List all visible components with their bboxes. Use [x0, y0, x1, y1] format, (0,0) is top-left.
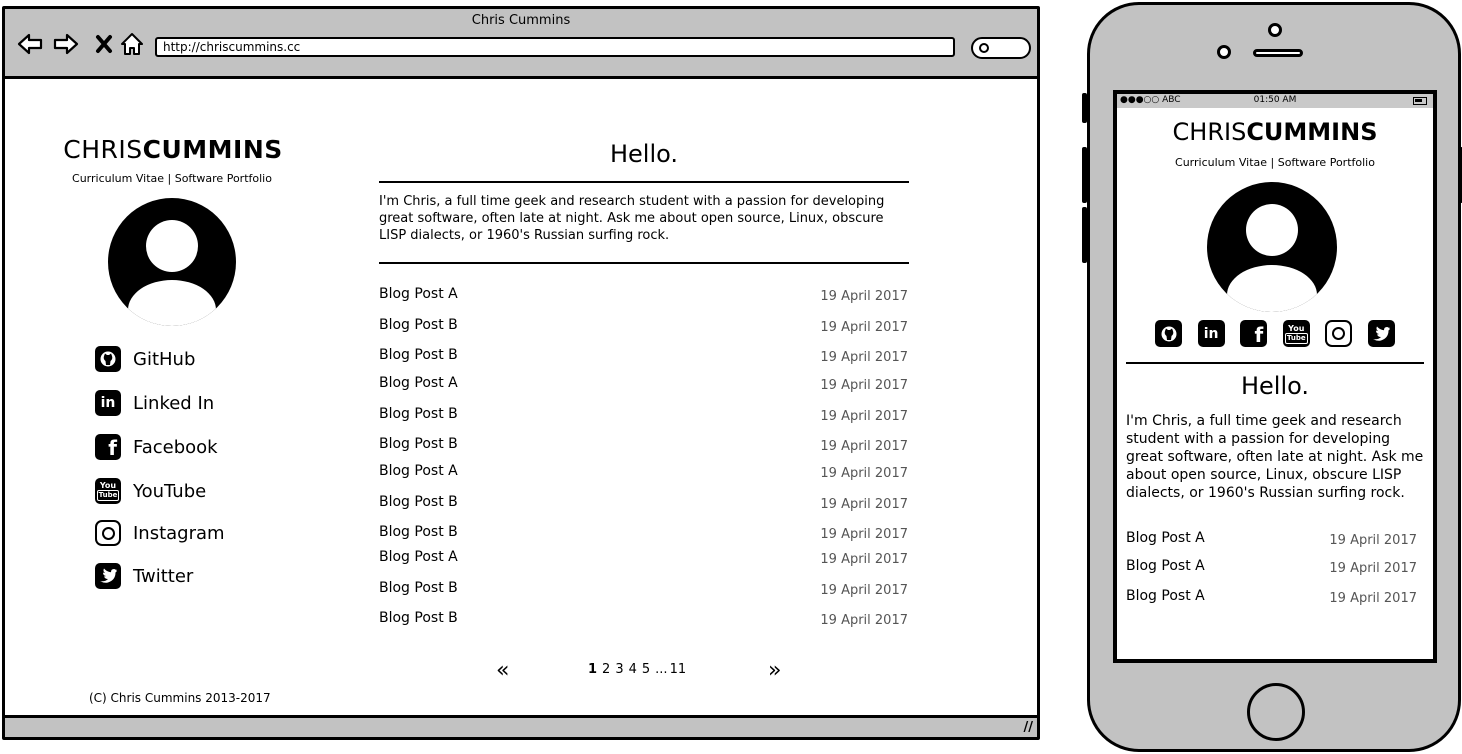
blog-post-date: 19 April 2017: [1329, 591, 1417, 606]
back-icon[interactable]: [17, 31, 43, 57]
intro-text: I'm Chris, a full time geek and research student with a passion for developing great software, often late at night. Ask me about open source, Linux, obscure LISP dialects, or 1960's Russian surfing rock.: [1126, 413, 1424, 501]
blog-post-date: 19 April 2017: [820, 409, 908, 424]
blog-post-date: 19 April 2017: [820, 613, 908, 628]
social-label: Twitter: [133, 565, 194, 587]
blog-post-link[interactable]: Blog Post B: [379, 347, 458, 363]
social-link-linkedin[interactable]: [95, 389, 214, 417]
site-logo[interactable]: CHRISCUMMINS: [1172, 118, 1378, 146]
divider: [379, 262, 909, 264]
site-logo[interactable]: CHRISCUMMINS: [63, 135, 283, 164]
blog-post-date: 19 April 2017: [820, 527, 908, 542]
blog-post-date: 19 April 2017: [820, 466, 908, 481]
status-time: 01:50 AM: [1253, 95, 1297, 105]
social-icons-row: [1155, 320, 1395, 347]
youtube-icon[interactable]: You Tube: [1283, 320, 1310, 347]
footer-copyright: (C) Chris Cummins 2013-2017: [89, 691, 271, 705]
blog-post-link[interactable]: Blog Post B: [379, 580, 458, 596]
blog-post-link[interactable]: Blog Post A: [1126, 558, 1205, 574]
stop-icon[interactable]: [91, 31, 117, 57]
forward-icon[interactable]: [53, 31, 79, 57]
home-button[interactable]: [1247, 683, 1305, 741]
pagination-next-button[interactable]: »: [768, 658, 782, 683]
pagination-pages: [588, 662, 691, 677]
blog-post-link[interactable]: Blog Post A: [1126, 588, 1205, 604]
facebook-icon[interactable]: f: [1240, 320, 1267, 347]
blog-post-date: 19 April 2017: [820, 439, 908, 454]
blog-post-date: 19 April 2017: [820, 497, 908, 512]
battery-icon: [1413, 97, 1427, 105]
blog-post-date: 19 April 2017: [820, 350, 908, 365]
blog-post-link[interactable]: Blog Post B: [379, 494, 458, 510]
blog-post-date: 19 April 2017: [820, 320, 908, 335]
divider: [1126, 362, 1424, 364]
blog-post-link[interactable]: Blog Post B: [379, 524, 458, 540]
site-subtitle: Curriculum Vitae | Software Portfolio: [72, 172, 272, 185]
resize-grip-icon[interactable]: //: [1023, 720, 1033, 735]
pagination-prev-button[interactable]: «: [496, 658, 510, 683]
instagram-icon: [95, 520, 121, 546]
social-link-github[interactable]: [95, 345, 195, 373]
social-label: Linked In: [133, 392, 215, 414]
blog-post-link[interactable]: Blog Post A: [379, 286, 458, 302]
blog-post-link[interactable]: Blog Post B: [379, 436, 458, 452]
social-link-youtube[interactable]: [95, 477, 206, 505]
window-title: Chris Cummins: [471, 13, 571, 28]
blog-post-date: 19 April 2017: [1329, 533, 1417, 548]
social-link-instagram[interactable]: [95, 519, 225, 547]
social-label: Instagram: [133, 522, 225, 544]
carrier-signal: ●●●○○ ABC: [1120, 95, 1181, 105]
search-button[interactable]: [971, 37, 1031, 59]
blog-post-link[interactable]: Blog Post A: [1126, 530, 1205, 546]
pagination-page-4[interactable]: 4: [628, 662, 637, 677]
volume-up-button: [1082, 147, 1087, 203]
search-icon: [979, 43, 989, 53]
status-bar: [1117, 94, 1433, 108]
linkedin-icon[interactable]: in: [1198, 320, 1225, 347]
page-title: Hello.: [609, 140, 679, 168]
blog-post-link[interactable]: Blog Post B: [379, 317, 458, 333]
social-link-twitter[interactable]: [95, 562, 193, 590]
avatar-icon: [108, 198, 236, 326]
twitter-icon[interactable]: [1368, 320, 1395, 347]
page-title: Hello.: [1240, 372, 1310, 400]
blog-post-link[interactable]: Blog Post B: [379, 610, 458, 626]
pagination-ellipsis: ...: [655, 662, 668, 677]
instagram-icon[interactable]: [1325, 320, 1352, 347]
pagination-page-5[interactable]: 5: [641, 662, 651, 677]
home-icon[interactable]: [119, 31, 145, 57]
blog-post-date: 19 April 2017: [820, 552, 908, 567]
front-camera: [1268, 23, 1282, 37]
avatar-icon: [1207, 182, 1337, 312]
blog-post-link[interactable]: Blog Post A: [379, 375, 458, 391]
blog-post-date: 19 April 2017: [820, 289, 908, 304]
pagination-page-2[interactable]: 2: [602, 662, 611, 677]
blog-post-link[interactable]: Blog Post B: [379, 406, 458, 422]
intro-text: I'm Chris, a full time geek and research student with a passion for developing great software, often late at night. Ask me about open source, Linux, obscure LISP dialects, or 1960's Russian surfing rock.: [379, 194, 885, 243]
pagination-page-1[interactable]: 1: [588, 662, 598, 677]
browser-status-bar: [5, 715, 1037, 737]
linkedin-icon: in: [95, 390, 121, 416]
site-subtitle: Curriculum Vitae | Software Portfolio: [1175, 156, 1375, 169]
browser-toolbar: [5, 9, 1037, 79]
address-bar[interactable]: http://chriscummins.cc: [155, 37, 955, 57]
social-label: YouTube: [133, 480, 207, 502]
blog-post-date: 19 April 2017: [1329, 561, 1417, 576]
social-link-facebook[interactable]: [95, 433, 218, 461]
twitter-icon: [95, 563, 121, 589]
pagination-page-3[interactable]: 3: [615, 662, 624, 677]
blog-post-date: 19 April 2017: [820, 378, 908, 393]
blog-post-date: 19 April 2017: [820, 583, 908, 598]
blog-post-link[interactable]: Blog Post A: [379, 549, 458, 565]
facebook-icon: f: [95, 434, 121, 460]
phone-frame: [1087, 2, 1461, 752]
divider: [379, 181, 909, 183]
blog-post-link[interactable]: Blog Post A: [379, 463, 458, 479]
phone-screen: [1113, 90, 1437, 663]
proximity-sensor: [1217, 45, 1231, 59]
volume-down-button: [1082, 207, 1087, 263]
earpiece-speaker: [1253, 49, 1303, 57]
browser-window: [2, 6, 1040, 740]
social-label: Facebook: [133, 436, 218, 458]
mute-switch: [1082, 93, 1087, 123]
github-icon: [95, 346, 121, 372]
github-icon[interactable]: [1155, 320, 1182, 347]
pagination-page-11[interactable]: 11: [669, 662, 687, 677]
youtube-icon: You Tube: [95, 478, 121, 504]
social-label: GitHub: [133, 348, 196, 370]
